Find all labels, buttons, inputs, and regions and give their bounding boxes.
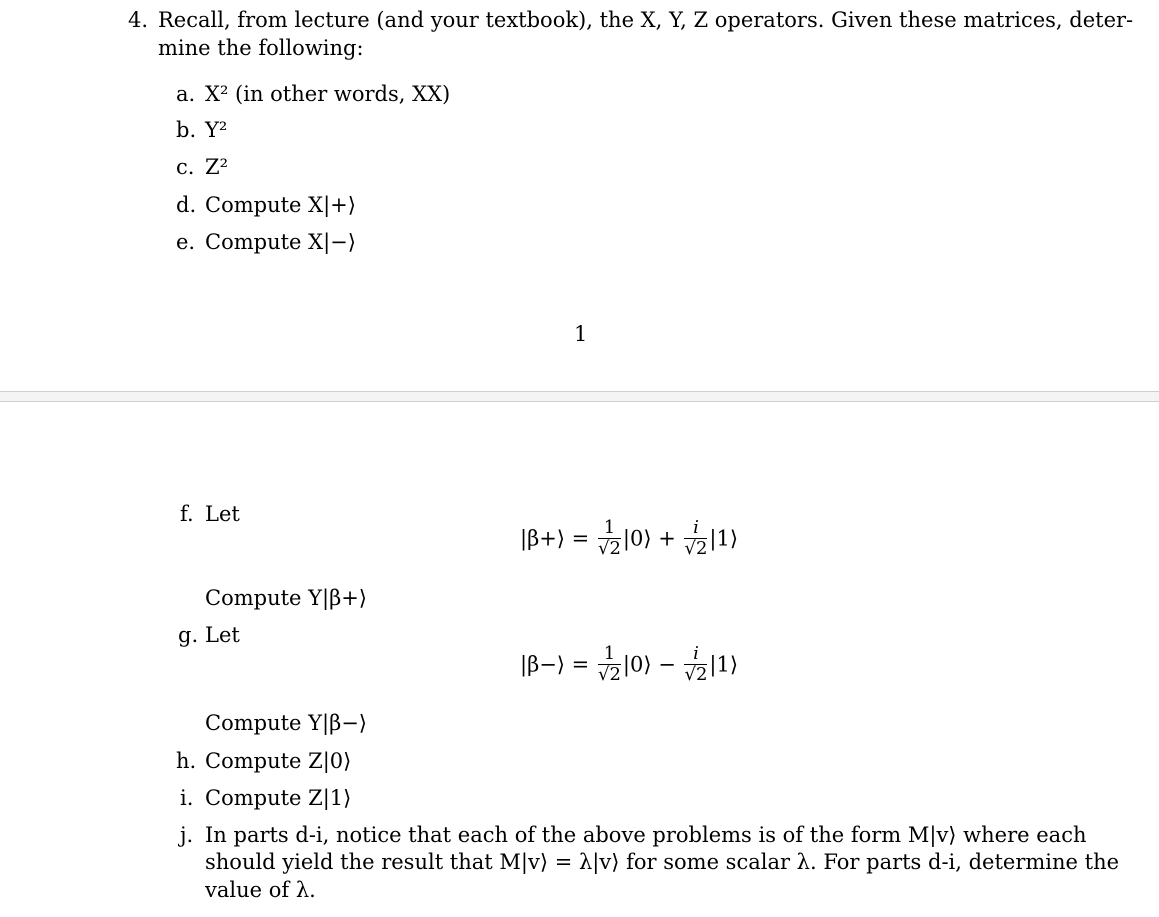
part-a-label: a. [176,82,196,106]
fraction-denominator: √2 [597,664,621,685]
page-number: 1 [574,322,588,346]
part-i-label: i. [180,786,194,810]
problem-intro-line1: Recall, from lecture (and your textbook), the X, Y, Z operators. Given these matrices, deter- [158,8,1134,32]
part-h-label: h. [176,749,197,773]
fraction-i-over-root2 [684,518,707,559]
beta-minus-equation [520,644,738,685]
part-i-text: Compute Z|1⟩ [205,786,352,810]
beta-plus-lhs: |β+⟩ = [520,526,590,551]
beta-minus-term1: |0⟩ − [622,652,676,677]
fraction-numerator: i [684,518,707,539]
part-f-compute: Compute Y|β+⟩ [205,586,368,610]
part-h-text: Compute Z|0⟩ [205,749,352,773]
fraction-denominator: √2 [684,538,708,559]
part-g-label: g. [178,623,199,647]
part-c-label: c. [176,155,195,179]
part-j-line2: should yield the result that M|v⟩ = λ|v⟩ for some scalar λ. For parts d-i, determine the [205,850,1120,874]
fraction-denominator: √2 [597,538,621,559]
part-j-label: j. [180,823,194,847]
part-g-text: Let [205,623,240,647]
fraction-numerator: i [684,644,707,665]
fraction-numerator: 1 [598,518,621,539]
part-g-compute: Compute Y|β−⟩ [205,711,368,735]
problem-intro-line2: mine the following: [158,36,364,60]
beta-plus-term1: |0⟩ + [622,526,676,551]
page-break [0,391,1159,402]
part-a-text: X² (in other words, XX) [205,82,451,106]
fraction-i-over-root2 [684,644,707,685]
part-d-label: d. [176,193,197,217]
problem-number: 4. [128,8,149,32]
beta-minus-term2: |1⟩ [709,652,739,677]
part-c-text: Z² [205,155,229,179]
fraction-numerator: 1 [598,644,621,665]
beta-plus-equation [520,518,738,559]
part-f-text: Let [205,502,240,526]
fraction-one-over-root2 [598,644,621,685]
part-e-label: e. [176,230,196,254]
part-d-text: Compute X|+⟩ [205,193,356,217]
part-j-line3: value of λ. [205,878,316,902]
fraction-denominator: √2 [684,664,708,685]
part-j-line1: In parts d-i, notice that each of the above problems is of the form M|v⟩ where each [205,823,1087,847]
part-e-text: Compute X|−⟩ [205,230,356,254]
part-f-label: f. [180,502,194,526]
beta-plus-term2: |1⟩ [709,526,739,551]
beta-minus-lhs: |β−⟩ = [520,652,590,677]
fraction-one-over-root2 [598,518,621,559]
part-b-text: Y² [205,118,228,142]
part-b-label: b. [176,118,197,142]
